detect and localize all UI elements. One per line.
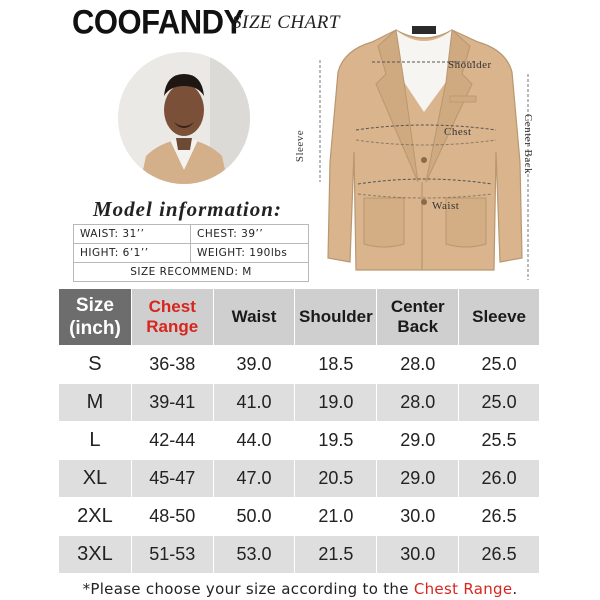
cell-center-back: 30.0 [377,536,459,574]
cell-shoulder: 19.5 [295,422,377,460]
header-size: Size (inch) [59,289,132,346]
footnote-highlight: Chest Range [413,580,513,598]
table-row [59,384,540,422]
cell-chest-range: 39-41 [131,384,213,422]
cell-sleeve: 26.5 [459,498,540,536]
cell-center-back: 28.0 [377,346,459,384]
header-sleeve: Sleeve [459,289,540,346]
cell-shoulder: 21.5 [295,536,377,574]
table-row [59,346,540,384]
model-portrait [118,52,250,184]
cell-shoulder: 20.5 [295,460,377,498]
model-info-row [74,225,308,244]
cell-sleeve: 25.0 [459,384,540,422]
cell-sleeve: 26.0 [459,460,540,498]
label-sleeve: Sleeve [294,129,307,163]
cell-size: L [59,422,132,460]
cell-size: M [59,384,132,422]
cell-center-back: 30.0 [377,498,459,536]
blazer-illustration [294,22,550,280]
cell-waist: 50.0 [213,498,295,536]
brand-logo: COOFANDY [72,2,244,42]
label-center-back: Center Back [522,113,535,175]
header-shoulder: Shoulder [295,289,377,346]
cell-center-back: 29.0 [377,422,459,460]
model-info-row [74,263,308,282]
header-chest-range: Chest Range [131,289,213,346]
table-row [59,498,540,536]
cell-chest-range: 36-38 [131,346,213,384]
label-waist: Waist [432,200,460,212]
cell-sleeve: 26.5 [459,536,540,574]
label-shoulder: Shoulder [448,59,492,71]
cell-chest-range: 45-47 [131,460,213,498]
cell-sleeve: 25.0 [459,346,540,384]
header-waist: Waist [213,289,295,346]
table-row [59,422,540,460]
cell-chest-range: 42-44 [131,422,213,460]
cell-waist: 41.0 [213,384,295,422]
cell-size: 3XL [59,536,132,574]
size-chart-table [58,288,540,574]
cell-shoulder: 18.5 [295,346,377,384]
model-weight: WEIGHT: 190lbs [197,247,288,259]
label-chest: Chest [444,126,472,138]
table-row [59,460,540,498]
model-info-row [74,244,308,263]
cell-chest-range: 48-50 [131,498,213,536]
cell-size: S [59,346,132,384]
header-center-back: Center Back [377,289,459,346]
model-height: HIGHT: 6’1’’ [74,244,191,263]
cell-chest-range: 51-53 [131,536,213,574]
cell-shoulder: 19.0 [295,384,377,422]
size-footnote: *Please choose your size according to the Chest Range. [82,580,518,598]
cell-sleeve: 25.5 [459,422,540,460]
cell-waist: 39.0 [213,346,295,384]
cell-center-back: 29.0 [377,460,459,498]
cell-size: XL [59,460,132,498]
model-waist: WAIST: 31’’ [74,225,191,244]
model-info-table [73,224,309,282]
cell-waist: 44.0 [213,422,295,460]
model-size-recommend: SIZE RECOMMEND: M [130,266,252,278]
cell-shoulder: 21.0 [295,498,377,536]
table-header-row [59,289,540,346]
model-chest: CHEST: 39’’ [197,228,264,240]
table-row [59,536,540,574]
cell-center-back: 28.0 [377,384,459,422]
cell-waist: 53.0 [213,536,295,574]
cell-size: 2XL [59,498,132,536]
chart-subtitle: SIZE CHART [232,12,340,33]
model-info-title: Model information: [93,197,282,221]
cell-waist: 47.0 [213,460,295,498]
